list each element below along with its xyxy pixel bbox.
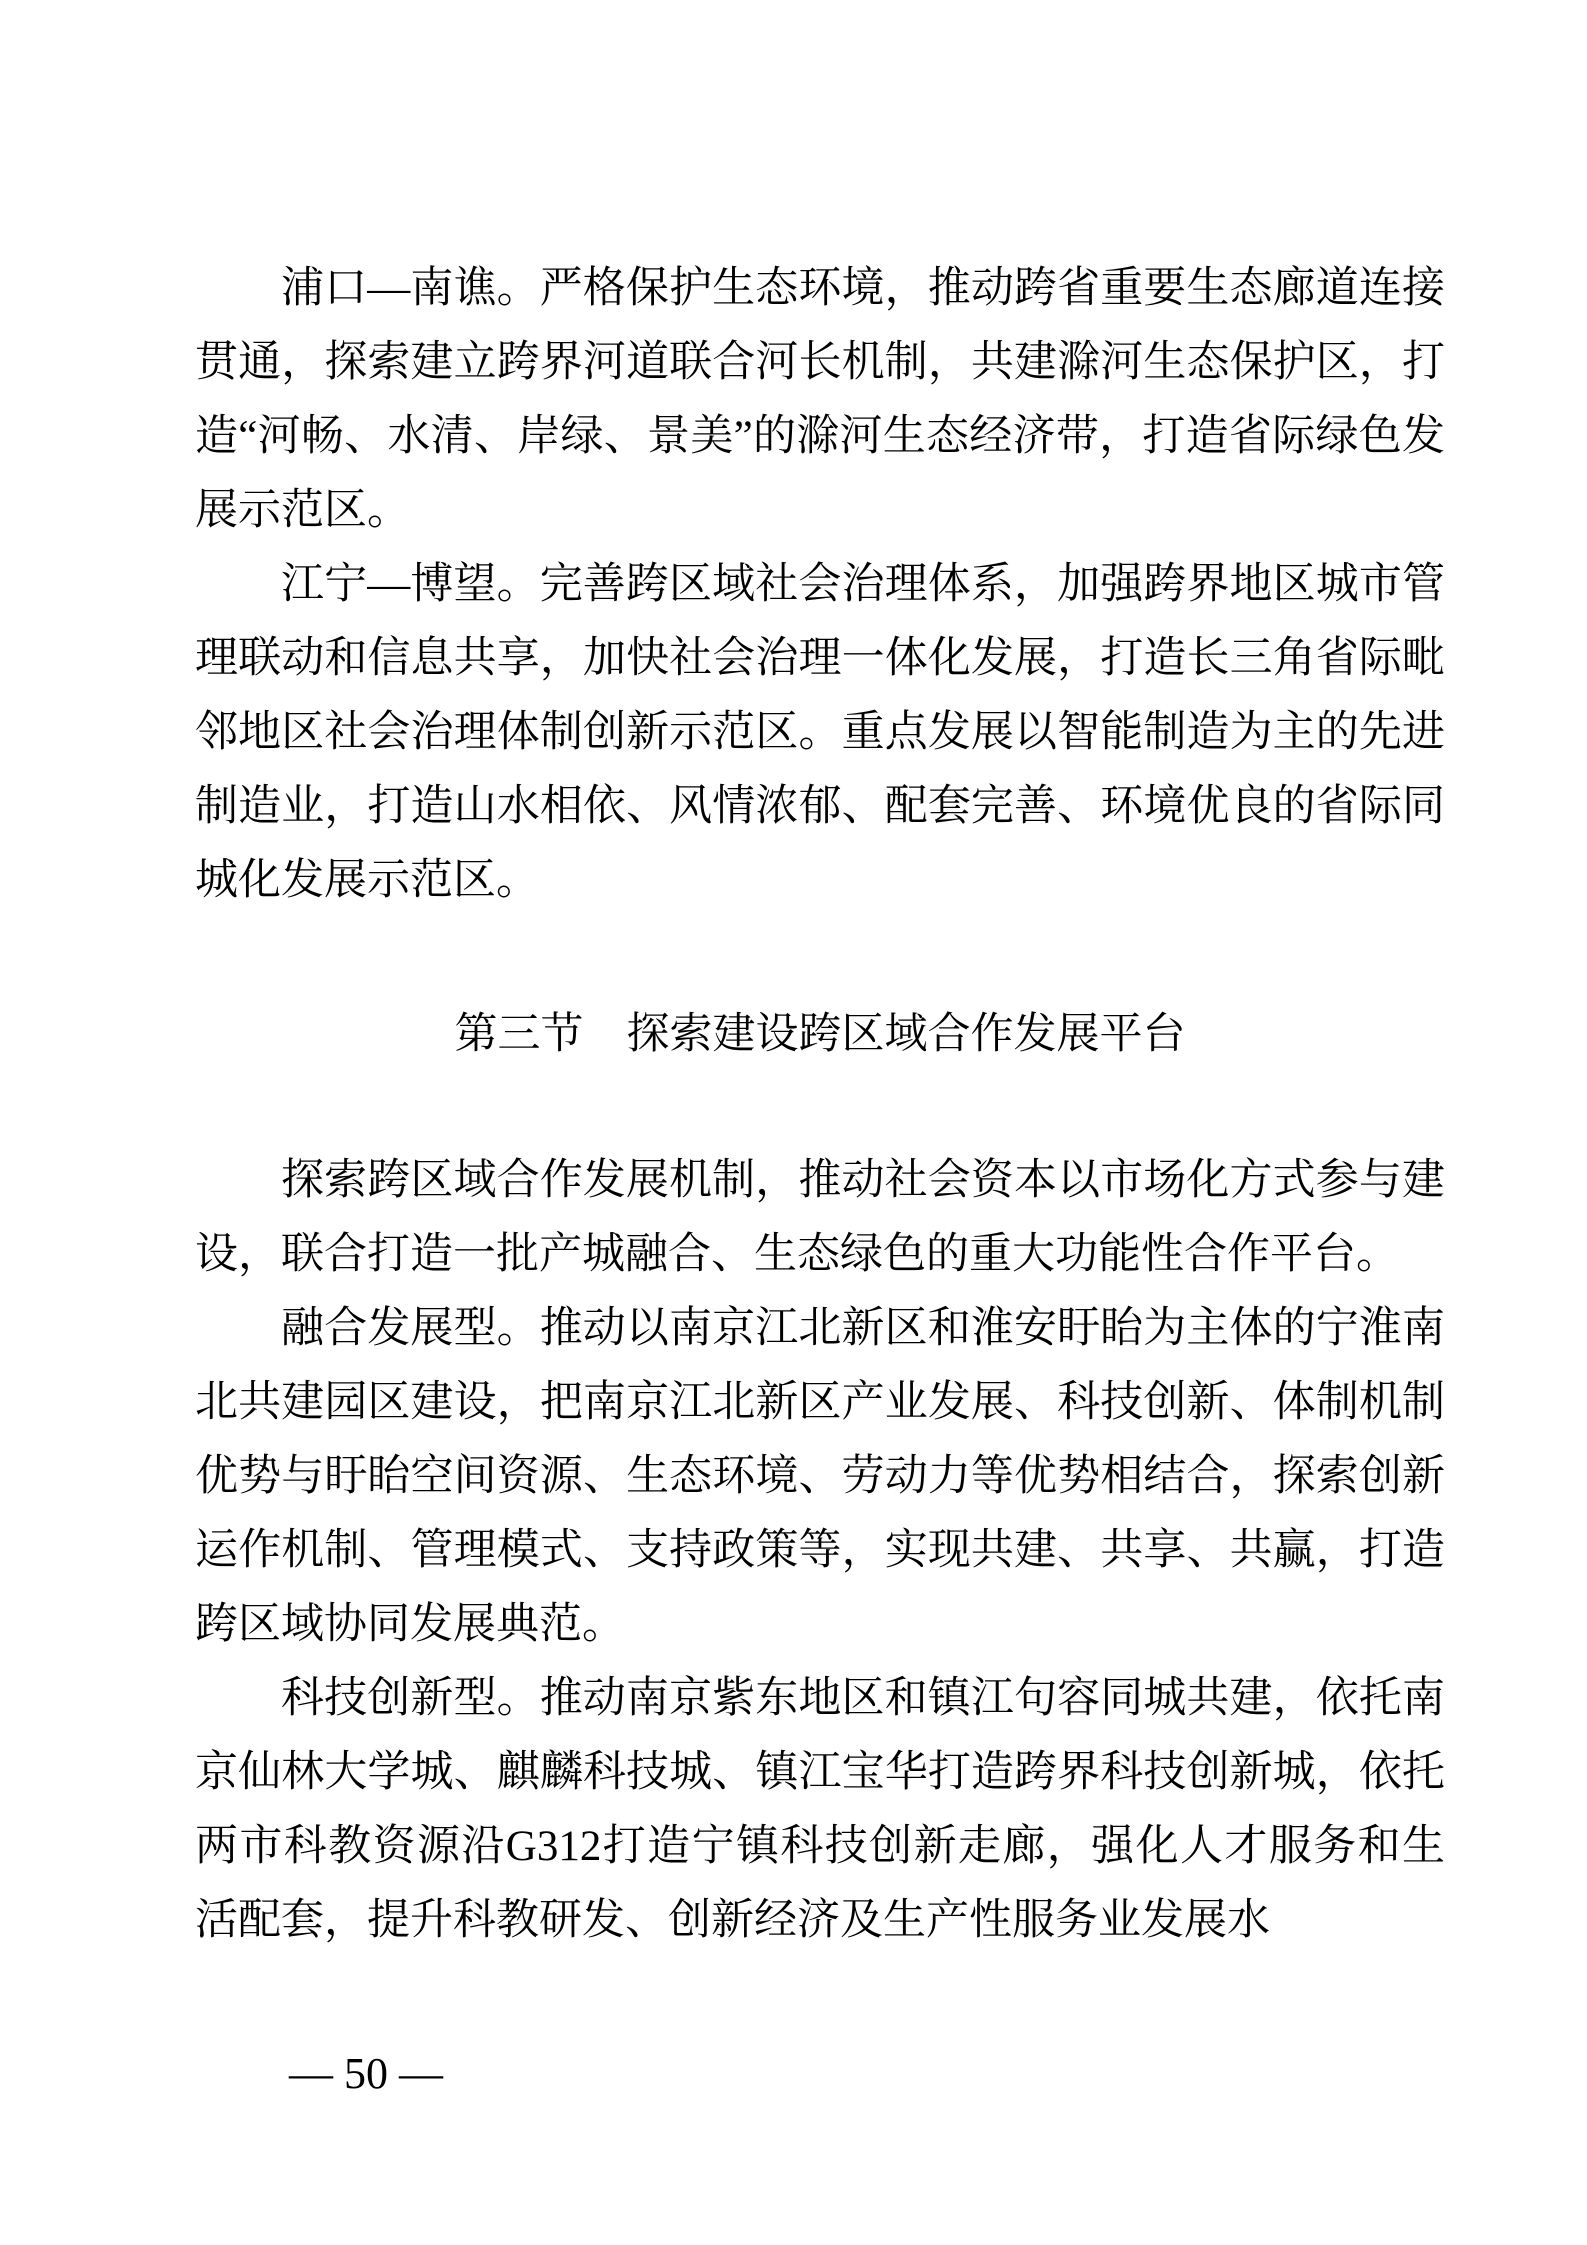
page-number: — 50 — [289,2049,443,2098]
section-heading [195,998,1445,1072]
body-text [195,252,1445,1958]
paragraph-integration-development-type: 融合发展型。推动以南京江北新区和淮安盱眙为主体的宁淮南北共建园区建设，把南京江北新区产业发展、科技创新、体制机制优势与盱眙空间资源、生态环境、劳动力等优势相结合，探索创新运作机制、管理模式、支持政策等，实现共建、共享、共赢，打造跨区域协同发展典范。 [195,1305,1445,1648]
section-heading-label: 第三节 [454,1011,584,1058]
section-heading-title: 探索建设跨区域合作发展平台 [626,1011,1186,1058]
paragraph-pukou-nanqiao: 浦口—南谯。严格保护生态环境，推动跨省重要生态廊道连接贯通，探索建立跨界河道联合河长机制，共建滁河生态保护区，打造“河畅、水清、岸绿、景美”的滁河生态经济带，打造省际绿色发展示范区。 [195,265,1445,534]
paragraph-tech-innovation-type: 科技创新型。推动南京紫东地区和镇江句容同城共建，依托南京仙林大学城、麒麟科技城、镇江宝华打造跨界科技创新城，依托两市科教资源沿G312打造宁镇科技创新走廊，强化人才服务和生活配套，提升科教研发、创新经济及生产性服务业发展水 [195,1675,1445,1944]
paragraph-jiangning-bowang: 江宁—博望。完善跨区域社会治理体系，加强跨界地区城市管理联动和信息共享，加快社会治理一体化发展，打造长三角省际毗邻地区社会治理体制创新示范区。重点发展以智能制造为主的先进制造业，打造山水相依、风情浓郁、配套完善、环境优良的省际同城化发展示范区。 [195,561,1445,904]
paragraph-platform-intro: 探索跨区域合作发展机制，推动社会资本以市场化方式参与建设，联合打造一批产城融合、生态绿色的重大功能性合作平台。 [195,1157,1445,1278]
page-footer [245,1996,443,2152]
